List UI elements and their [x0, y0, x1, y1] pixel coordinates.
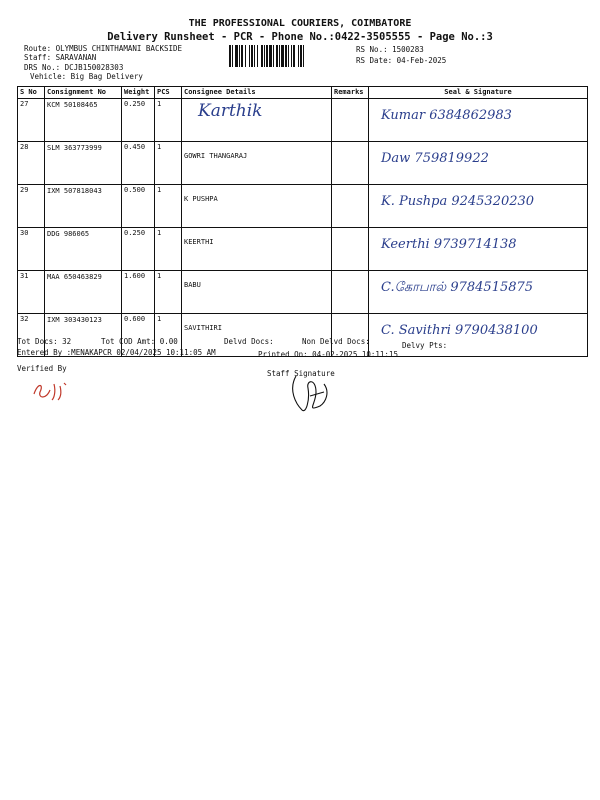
tot-cod-amt: Tot COD Amt: 0.00: [101, 337, 178, 346]
staff-signature-label: Staff Signature: [267, 369, 335, 378]
pcs-cell: 1: [155, 142, 182, 185]
delvy-pts: Delvy Pts:: [402, 341, 448, 350]
consignment-cell: DDG 986065: [45, 228, 122, 271]
consignment-cell: IXM 507818043: [45, 185, 122, 228]
remarks-cell: [332, 142, 369, 185]
consignment-cell: SLM 363773999: [45, 142, 122, 185]
sno-cell: 29: [18, 185, 45, 228]
col-weight: Weight: [122, 87, 155, 99]
handwritten-signature: K. Pushpa 9245320230: [381, 194, 535, 209]
weight-cell: 0.600: [122, 314, 155, 357]
handwritten-signature: C.கோபால் 9784515875: [381, 280, 534, 295]
handwritten-signature: C. Savithri 9790438100: [381, 323, 538, 338]
signature-cell: [369, 99, 588, 142]
company-name: THE PROFESSIONAL COURIERS, COIMBATORE: [188, 18, 412, 29]
pcs-cell: 1: [155, 228, 182, 271]
col-pcs: PCS: [155, 87, 182, 99]
signature-cell: [369, 271, 588, 314]
handwritten-signature: Daw 759819922: [381, 151, 489, 166]
handwritten-signature: Keerthi 9739714138: [381, 237, 517, 252]
runsheet-title: Delivery Runsheet - PCR - Phone No.:0422-3505555 - Page No.:3: [107, 31, 493, 43]
verified-by-label: Verified By: [17, 364, 67, 373]
non-delvd-docs: Non Delvd Docs:: [302, 337, 370, 346]
consignee-cell: [182, 228, 332, 271]
remarks-cell: [332, 228, 369, 271]
verified-by-signature: [30, 378, 80, 404]
weight-cell: 1.600: [122, 271, 155, 314]
table-row: [18, 228, 588, 271]
col-consignment: Consignment No: [45, 87, 122, 99]
remarks-cell: [332, 185, 369, 228]
remarks-cell: [332, 99, 369, 142]
sno-cell: 31: [18, 271, 45, 314]
sno-cell: 30: [18, 228, 45, 271]
pcs-cell: 1: [155, 314, 182, 357]
sno-cell: 28: [18, 142, 45, 185]
consignee-name: KEERTHI: [184, 238, 214, 246]
entered-by: Entered By :MENAKAPCR 02/04/2025 10:11:05 AM: [17, 348, 216, 357]
tot-docs: Tot Docs: 32: [17, 337, 72, 346]
consignee-cell: [182, 185, 332, 228]
sno-cell: 32: [18, 314, 45, 357]
consignee-name: GOWRI THANGARAJ: [184, 152, 248, 160]
col-sno: S No: [18, 87, 45, 99]
staff-signature: [286, 370, 336, 420]
consignee-cell: [182, 271, 332, 314]
consignee-name: SAVITHIRI: [184, 324, 222, 332]
printed-on: Printed On: 04-02-2025 10:11:15: [258, 350, 398, 359]
runsheet-table: [17, 86, 588, 357]
col-signature: Seal & Signature: [369, 87, 588, 99]
weight-cell: 0.500: [122, 185, 155, 228]
pcs-cell: 1: [155, 99, 182, 142]
sno-cell: 27: [18, 99, 45, 142]
col-remarks: Remarks: [332, 87, 369, 99]
barcode: [229, 45, 349, 67]
consignment-cell: IXM 303430123: [45, 314, 122, 357]
delvd-docs: Delvd Docs:: [224, 337, 274, 346]
table-row: [18, 185, 588, 228]
handwritten-signature: Kumar 6384862983: [381, 108, 512, 123]
staff-label: Staff: SARAVANAN: [24, 53, 97, 62]
rs-date: RS Date: 04-Feb-2025: [356, 56, 447, 65]
signature-cell: [369, 142, 588, 185]
table-row: [18, 271, 588, 314]
consignee-cell: [182, 142, 332, 185]
consignee-handwritten: Karthik: [198, 101, 263, 121]
pcs-cell: 1: [155, 185, 182, 228]
table-row: [18, 142, 588, 185]
pcs-cell: 1: [155, 271, 182, 314]
signature-cell: [369, 185, 588, 228]
signature-cell: [369, 314, 588, 357]
route-label: Route: OLYMBUS CHINTHAMANI BACKSIDE: [24, 44, 183, 53]
rs-number: RS No.: 1500283: [356, 45, 424, 54]
consignment-cell: MAA 650463829: [45, 271, 122, 314]
weight-cell: 0.450: [122, 142, 155, 185]
consignment-cell: KCM 50108465: [45, 99, 122, 142]
col-consignee: Consignee Details: [182, 87, 332, 99]
vehicle-label: Vehicle: Big Bag Delivery: [30, 72, 143, 81]
signature-cell: [369, 228, 588, 271]
consignee-cell: [182, 99, 332, 142]
weight-cell: 0.250: [122, 99, 155, 142]
remarks-cell: [332, 271, 369, 314]
weight-cell: 0.250: [122, 228, 155, 271]
drs-number: DRS No.: DCJB150028303: [24, 63, 124, 72]
table-header-row: [18, 87, 588, 99]
consignee-name: BABU: [184, 281, 201, 289]
table-row: [18, 99, 588, 142]
consignee-name: K PUSHPA: [184, 195, 218, 203]
